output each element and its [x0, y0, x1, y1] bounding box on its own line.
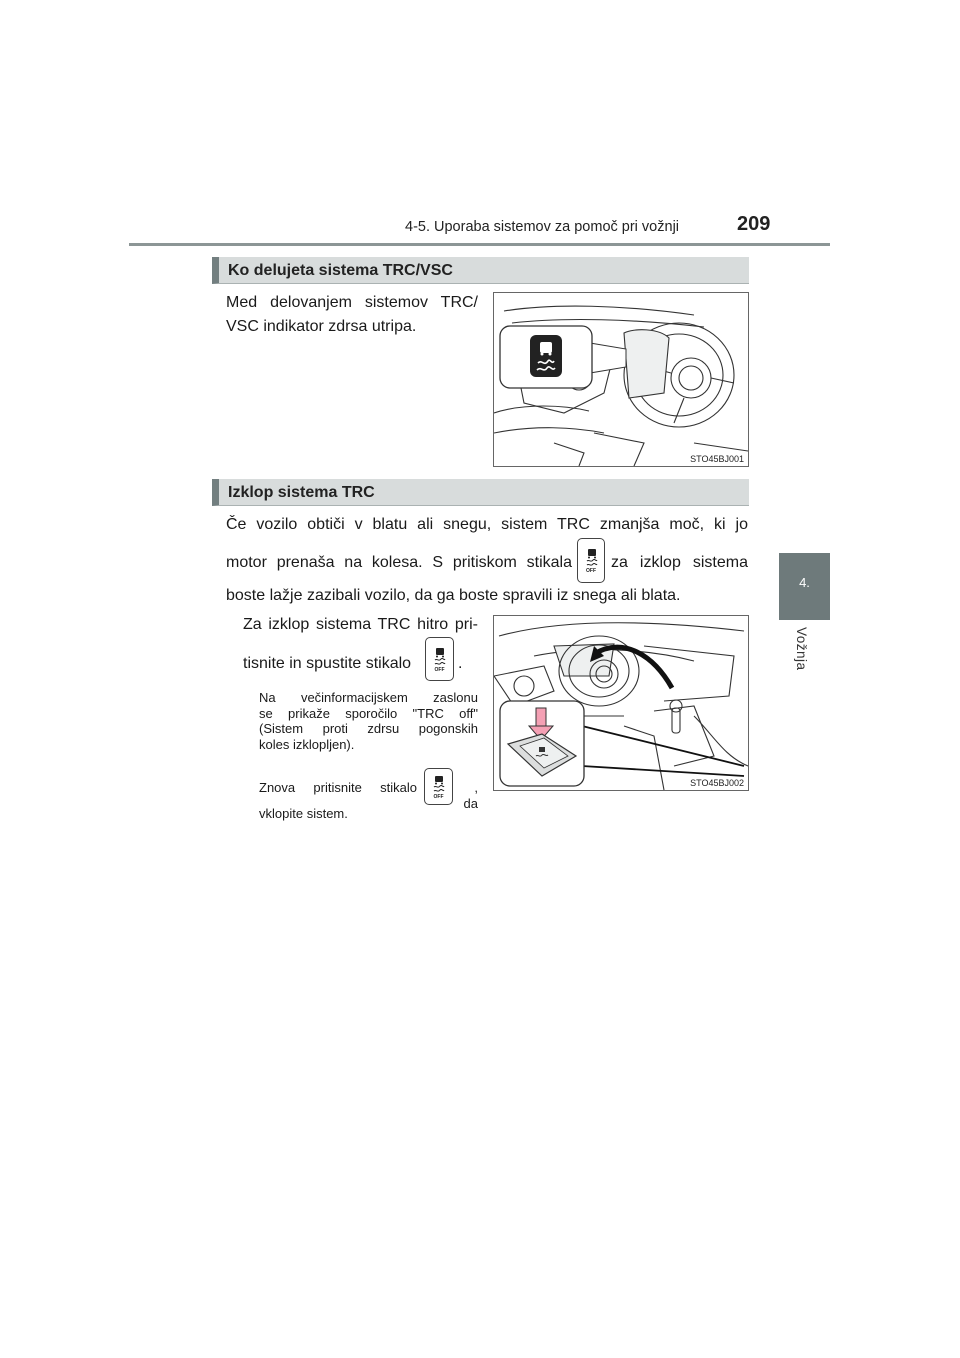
switch-off-text: OFF	[433, 794, 444, 800]
note-trc-off-message	[259, 690, 478, 752]
section-heading-trc-off	[212, 479, 749, 506]
section-heading-text: Izklop sistema TRC	[228, 484, 375, 501]
note-line: (Sistem proti zdrsu pogonskih	[259, 721, 478, 737]
section-heading-text: Ko delujeta sistema TRC/VSC	[228, 262, 453, 279]
figure-dashboard-indicator	[493, 292, 749, 467]
note2-line2: vklopite sistem.	[259, 806, 348, 821]
figure-code: STO45BJ001	[690, 454, 744, 464]
note-line: koles izklopljen).	[259, 736, 355, 752]
note-line: se prikaže sporočilo "TRC off"	[259, 705, 478, 721]
figure-code: STO45BJ002	[690, 778, 744, 788]
vsc-off-switch-icon	[425, 637, 454, 681]
note-line: Na večinformacijskem zaslonu	[259, 690, 478, 705]
step-line1: Za izklop sistema TRC hitro pri-	[243, 616, 478, 633]
paragraph-line: Med delovanjem sistemov TRC/	[226, 294, 478, 311]
intro-line2-part2: za izklop sistema	[611, 554, 748, 571]
switch-off-text: OFF	[586, 568, 596, 574]
chapter-number: 4.	[799, 575, 810, 590]
intro-line3: boste lažje zazibali vozilo, da ga boste spravili iz snega ali blata.	[226, 587, 681, 604]
vsc-off-switch-icon	[577, 538, 605, 583]
section2-intro-line1	[226, 513, 748, 537]
step-line2-part1: tisnite in spustite stikalo	[243, 655, 412, 672]
section1-paragraph	[226, 291, 478, 339]
intro-line2-part1: motor prenaša na kolesa. S pritiskom stikala	[226, 554, 572, 571]
section-heading-trc-vsc	[212, 257, 749, 284]
figure-vsc-off-switch-location	[493, 615, 749, 791]
dashboard-illustration	[494, 293, 748, 466]
chapter-tab	[779, 553, 830, 620]
cabin-illustration	[494, 616, 748, 790]
switch-off-text: OFF	[434, 667, 445, 673]
header-rule	[129, 243, 830, 246]
page-number: 209	[737, 213, 771, 235]
note2-part2: , da	[463, 780, 478, 811]
running-header: 4-5. Uporaba sistemov za pomoč pri vožnji	[405, 219, 680, 235]
paragraph-line: VSC indikator zdrsa utripa.	[226, 318, 417, 335]
vsc-off-switch-icon	[424, 768, 453, 805]
note2-part1: Znova pritisnite stikalo	[259, 780, 417, 795]
chapter-label: Vožnja	[794, 627, 809, 671]
paragraph-line: Če vozilo obtiči v blatu ali snegu, sistem TRC zmanjša moč, ki jo	[226, 516, 748, 533]
step-line2-part2: .	[458, 655, 463, 672]
